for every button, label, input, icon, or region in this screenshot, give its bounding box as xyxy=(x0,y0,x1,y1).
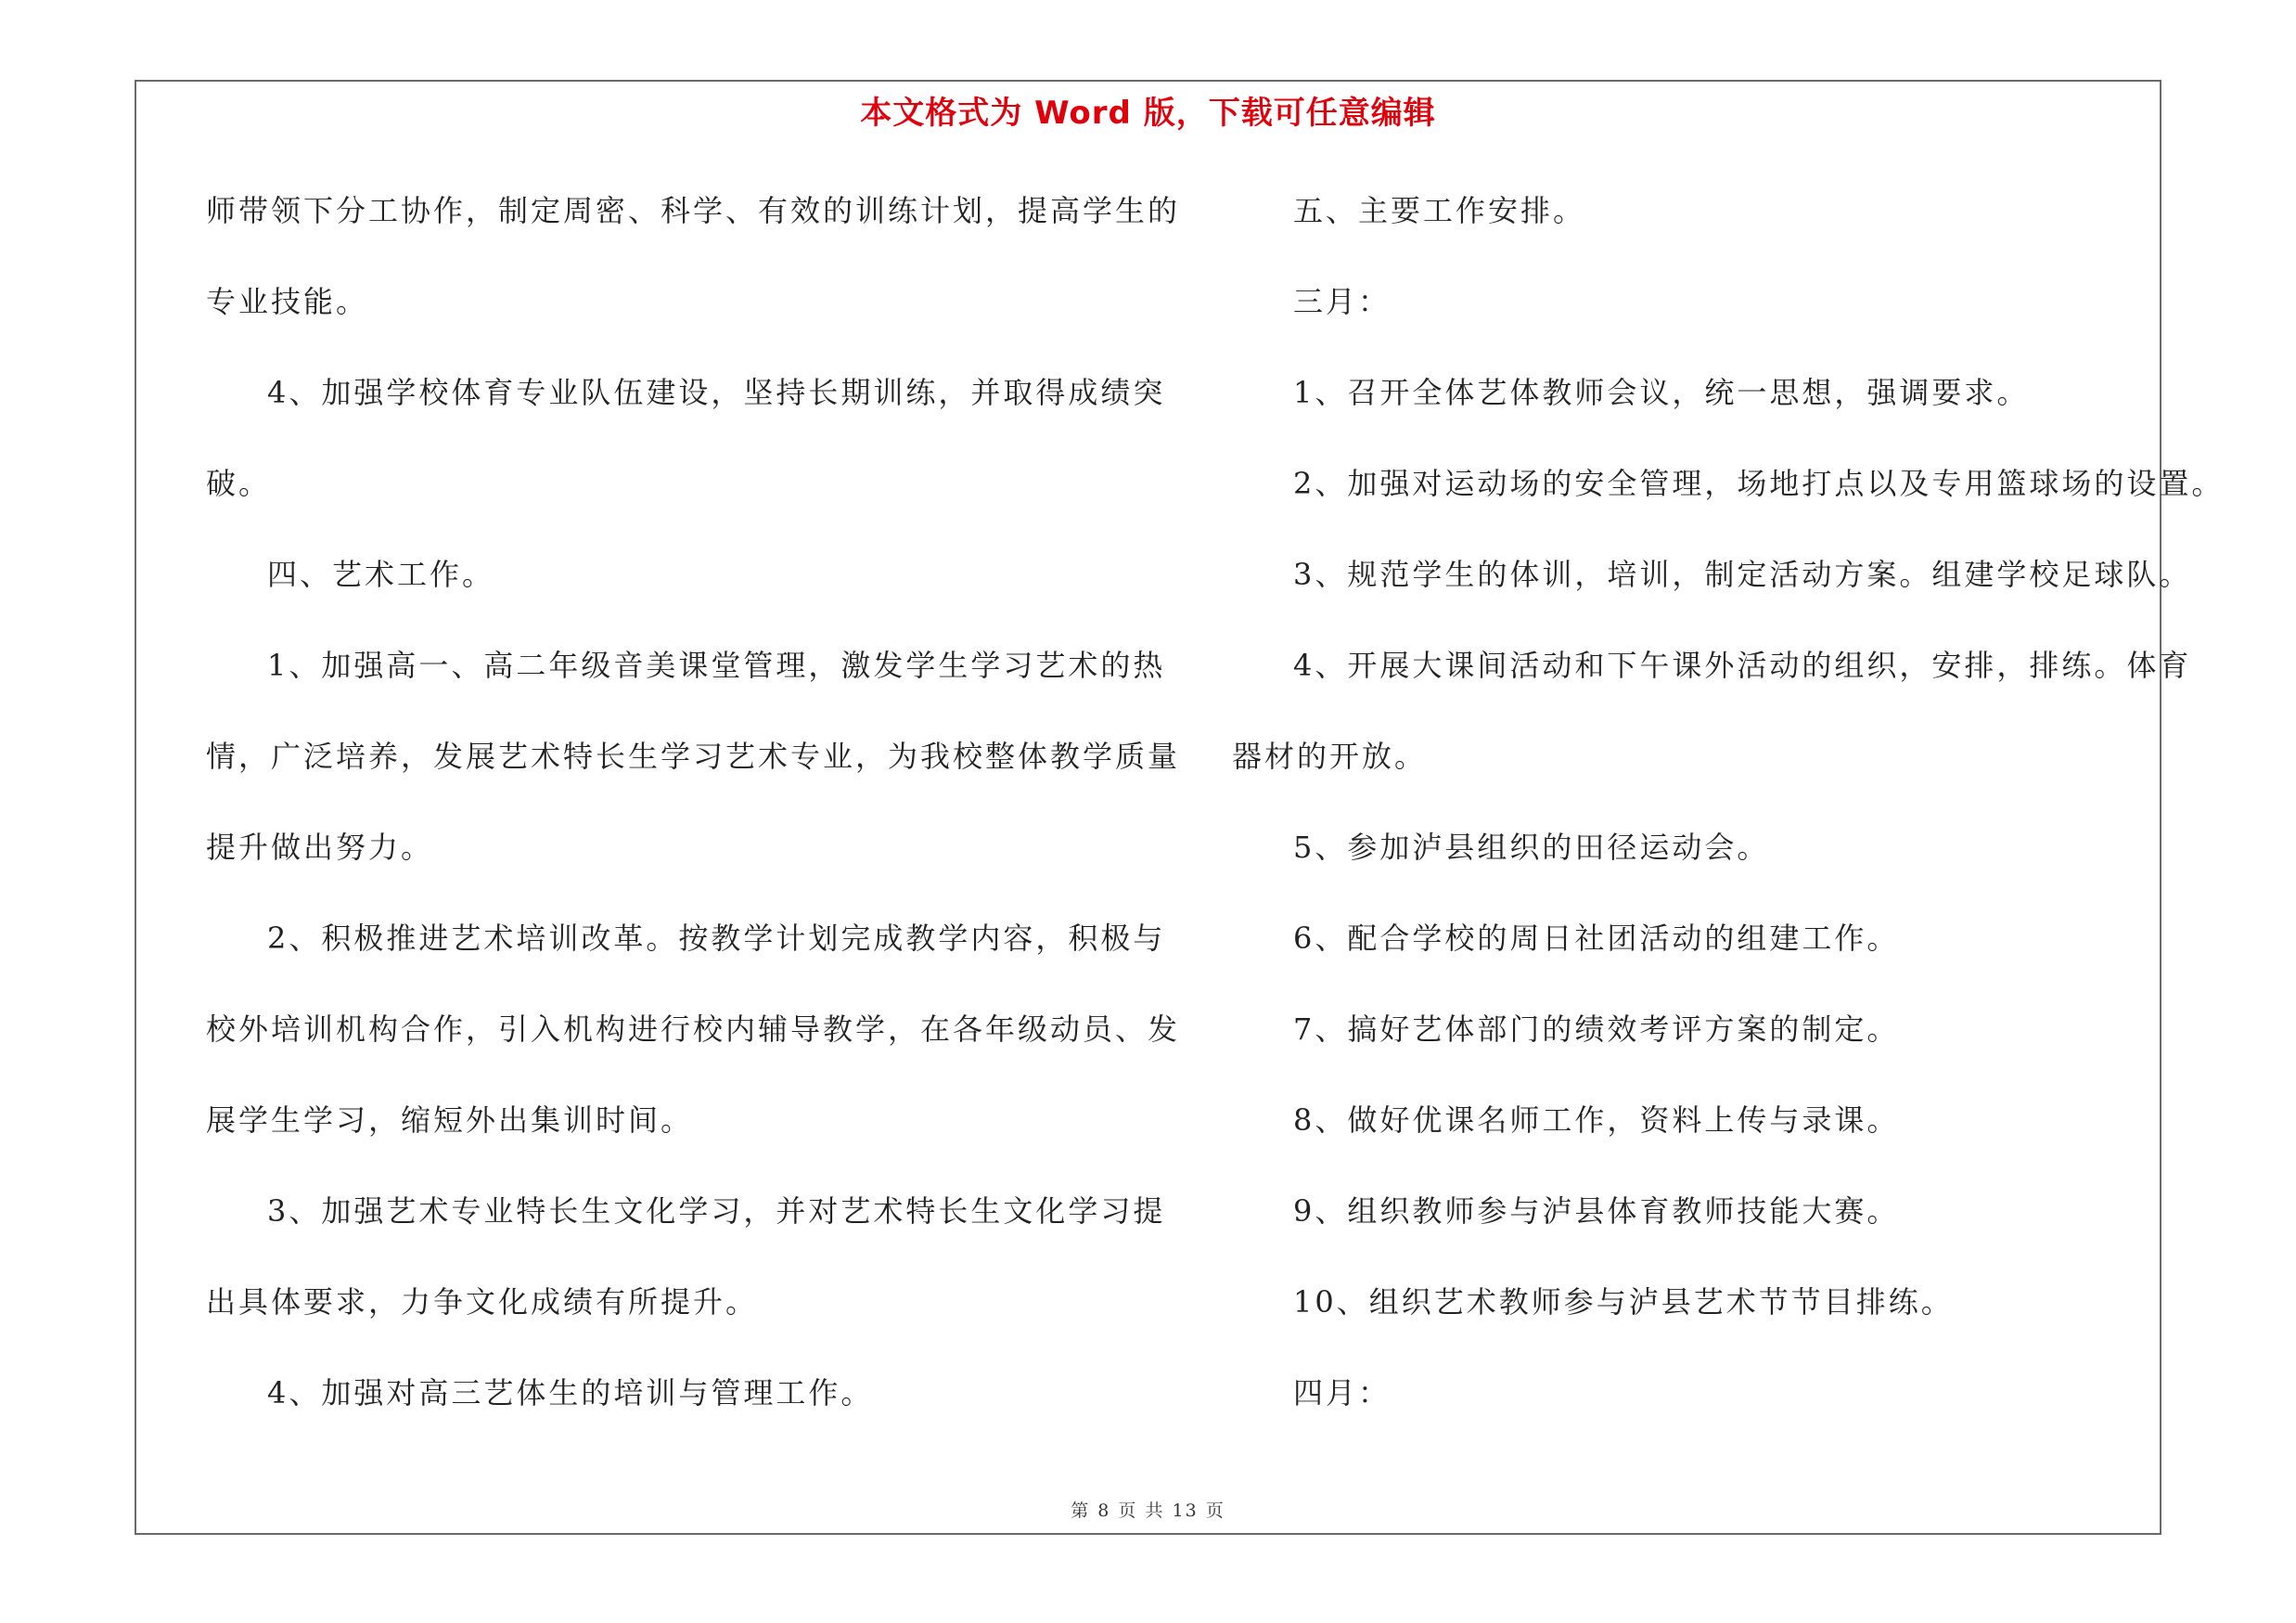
text-line: 破。 xyxy=(206,466,272,501)
text-line: 提升做出努力。 xyxy=(206,830,434,865)
text-line: 专业技能。 xyxy=(206,284,369,319)
text-line: 2、积极推进艺术培训改革。按教学计划完成教学内容，积极与 xyxy=(267,921,1166,956)
left-text-column xyxy=(206,183,1181,1456)
text-line: 五、主要工作安排。 xyxy=(1293,193,1586,228)
right-text-column xyxy=(1232,183,2225,1456)
text-line: 3、规范学生的体训，培训，制定活动方案。组建学校足球队。 xyxy=(1293,557,2192,592)
text-line: 5、参加泸县组织的田径运动会。 xyxy=(1293,830,1770,865)
text-line: 8、做好优课名师工作，资料上传与录课。 xyxy=(1293,1102,1900,1138)
text-line: 6、配合学校的周日社团活动的组建工作。 xyxy=(1293,921,1900,956)
text-line: 四月： xyxy=(1293,1375,1392,1410)
text-line: 情，广泛培养，发展艺术特长生学习艺术专业，为我校整体教学质量 xyxy=(206,739,1181,774)
text-line: 7、搞好艺体部门的绩效考评方案的制定。 xyxy=(1293,1011,1900,1047)
text-line: 4、加强学校体育专业队伍建设，坚持长期训练，并取得成绩突 xyxy=(267,375,1166,410)
text-line: 10、组织艺术教师参与泸县艺术节节目排练。 xyxy=(1293,1284,1954,1320)
text-line: 4、加强对高三艺体生的培训与管理工作。 xyxy=(267,1375,874,1410)
text-line: 1、加强高一、高二年级音美课堂管理，激发学生学习艺术的热 xyxy=(267,648,1166,683)
text-line: 1、召开全体艺体教师会议，统一思想，强调要求。 xyxy=(1293,375,2030,410)
text-line: 9、组织教师参与泸县体育教师技能大赛。 xyxy=(1293,1193,1900,1229)
text-line: 4、开展大课间活动和下午课外活动的组织，安排，排练。体育 xyxy=(1293,648,2192,683)
text-line: 师带领下分工协作，制定周密、科学、有效的训练计划，提高学生的 xyxy=(206,193,1181,228)
text-line: 2、加强对运动场的安全管理，场地打点以及专用篮球场的设置。 xyxy=(1293,466,2225,501)
text-line: 展学生学习，缩短外出集训时间。 xyxy=(206,1102,694,1138)
page-number-footer: 第 8 页 共 13 页 xyxy=(1071,1501,1225,1521)
text-line: 3、加强艺术专业特长生文化学习，并对艺术特长生文化学习提 xyxy=(267,1193,1166,1229)
text-line: 器材的开放。 xyxy=(1232,739,1428,774)
format-notice-header: 本文格式为 Word 版，下载可任意编辑 xyxy=(860,95,1436,132)
text-line: 出具体要求，力争文化成绩有所提升。 xyxy=(206,1284,759,1320)
text-line: 校外培训机构合作，引入机构进行校内辅导教学，在各年级动员、发 xyxy=(206,1011,1181,1047)
text-line: 四、艺术工作。 xyxy=(267,557,495,592)
text-line: 三月： xyxy=(1293,284,1392,319)
